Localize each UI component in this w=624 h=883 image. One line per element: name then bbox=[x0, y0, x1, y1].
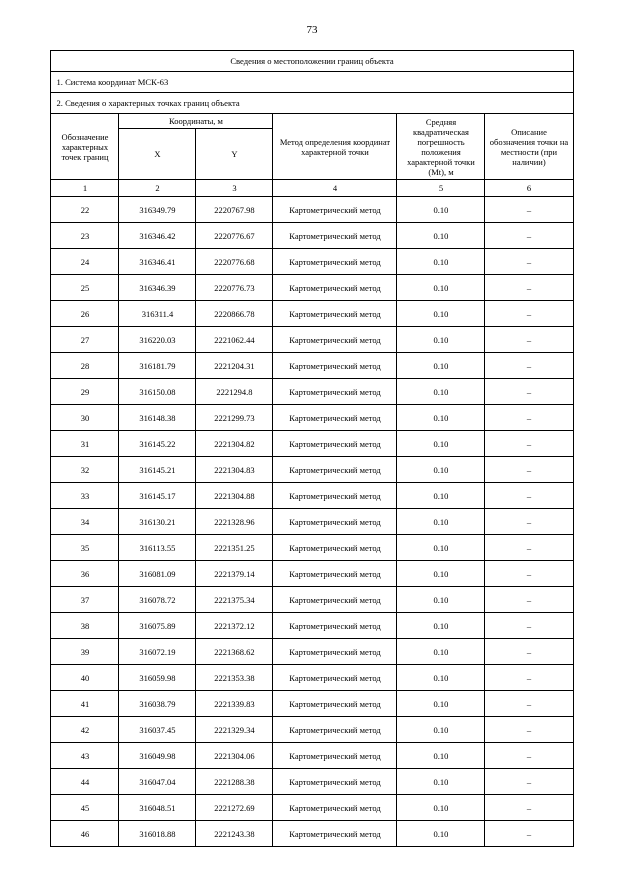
cell-y: 2220866.78 bbox=[196, 301, 273, 327]
cell-x: 316049.98 bbox=[119, 743, 196, 769]
cell-x: 316148.38 bbox=[119, 405, 196, 431]
cell-method: Картометрический метод bbox=[273, 639, 397, 665]
cell-method: Картометрический метод bbox=[273, 769, 397, 795]
cell-y: 2221339.83 bbox=[196, 691, 273, 717]
cell-error: 0.10 bbox=[397, 795, 485, 821]
cell-point: 39 bbox=[51, 639, 119, 665]
cell-error: 0.10 bbox=[397, 665, 485, 691]
cell-point: 38 bbox=[51, 613, 119, 639]
cell-error: 0.10 bbox=[397, 353, 485, 379]
cell-x: 316346.41 bbox=[119, 249, 196, 275]
cell-y: 2221379.14 bbox=[196, 561, 273, 587]
cell-method: Картометрический метод bbox=[273, 483, 397, 509]
cell-y: 2221304.82 bbox=[196, 431, 273, 457]
cell-x: 316059.98 bbox=[119, 665, 196, 691]
cell-point: 36 bbox=[51, 561, 119, 587]
cell-y: 2221272.69 bbox=[196, 795, 273, 821]
table-title: Сведения о местоположении границ объекта bbox=[51, 51, 573, 72]
cell-description: – bbox=[485, 795, 573, 821]
cell-error: 0.10 bbox=[397, 821, 485, 847]
cell-error: 0.10 bbox=[397, 535, 485, 561]
table-row bbox=[51, 353, 573, 379]
cell-point: 40 bbox=[51, 665, 119, 691]
cell-y: 2221353.38 bbox=[196, 665, 273, 691]
header-point: Обозначение характерных точек границ bbox=[51, 114, 119, 180]
table-row bbox=[51, 769, 573, 795]
cell-x: 316130.21 bbox=[119, 509, 196, 535]
cell-x: 316346.42 bbox=[119, 223, 196, 249]
colnum-2: 2 bbox=[119, 180, 196, 197]
cell-description: – bbox=[485, 301, 573, 327]
cell-y: 2221304.88 bbox=[196, 483, 273, 509]
cell-method: Картометрический метод bbox=[273, 743, 397, 769]
cell-method: Картометрический метод bbox=[273, 431, 397, 457]
table-row bbox=[51, 431, 573, 457]
section-row-coordinate-system bbox=[51, 72, 573, 93]
cell-method: Картометрический метод bbox=[273, 405, 397, 431]
cell-x: 316220.03 bbox=[119, 327, 196, 353]
cell-y: 2221368.62 bbox=[196, 639, 273, 665]
cell-method: Картометрический метод bbox=[273, 795, 397, 821]
cell-description: – bbox=[485, 405, 573, 431]
cell-error: 0.10 bbox=[397, 431, 485, 457]
colnum-4: 4 bbox=[273, 180, 397, 197]
cell-description: – bbox=[485, 275, 573, 301]
table-row bbox=[51, 301, 573, 327]
cell-point: 32 bbox=[51, 457, 119, 483]
cell-point: 46 bbox=[51, 821, 119, 847]
cell-point: 31 bbox=[51, 431, 119, 457]
cell-x: 316150.08 bbox=[119, 379, 196, 405]
table-row bbox=[51, 379, 573, 405]
table-row bbox=[51, 223, 573, 249]
cell-method: Картометрический метод bbox=[273, 275, 397, 301]
cell-y: 2221328.96 bbox=[196, 509, 273, 535]
cell-method: Картометрический метод bbox=[273, 821, 397, 847]
table-title-row bbox=[51, 51, 573, 72]
cell-x: 316346.39 bbox=[119, 275, 196, 301]
colnum-6: 6 bbox=[485, 180, 573, 197]
cell-x: 316075.89 bbox=[119, 613, 196, 639]
table-row bbox=[51, 249, 573, 275]
table-row bbox=[51, 743, 573, 769]
column-number-row bbox=[51, 180, 573, 197]
cell-x: 316078.72 bbox=[119, 587, 196, 613]
cell-y: 2221243.38 bbox=[196, 821, 273, 847]
cell-y: 2221204.31 bbox=[196, 353, 273, 379]
cell-y: 2221294.8 bbox=[196, 379, 273, 405]
table-row bbox=[51, 821, 573, 847]
table-row bbox=[51, 717, 573, 743]
cell-y: 2221351.25 bbox=[196, 535, 273, 561]
cell-error: 0.10 bbox=[397, 613, 485, 639]
cell-description: – bbox=[485, 639, 573, 665]
cell-point: 42 bbox=[51, 717, 119, 743]
cell-error: 0.10 bbox=[397, 587, 485, 613]
cell-description: – bbox=[485, 509, 573, 535]
table-row bbox=[51, 639, 573, 665]
cell-method: Картометрический метод bbox=[273, 535, 397, 561]
table-row bbox=[51, 665, 573, 691]
section-2-label: 2. Сведения о характерных точках границ объекта bbox=[51, 93, 573, 114]
cell-description: – bbox=[485, 743, 573, 769]
table-row bbox=[51, 405, 573, 431]
cell-point: 29 bbox=[51, 379, 119, 405]
cell-x: 316311.4 bbox=[119, 301, 196, 327]
table-row bbox=[51, 457, 573, 483]
table-row bbox=[51, 535, 573, 561]
header-y: Y bbox=[196, 129, 273, 180]
cell-error: 0.10 bbox=[397, 197, 485, 223]
cell-description: – bbox=[485, 717, 573, 743]
cell-description: – bbox=[485, 691, 573, 717]
cell-method: Картометрический метод bbox=[273, 301, 397, 327]
cell-point: 22 bbox=[51, 197, 119, 223]
table-row bbox=[51, 561, 573, 587]
cell-x: 316048.51 bbox=[119, 795, 196, 821]
colnum-1: 1 bbox=[51, 180, 119, 197]
cell-method: Картометрический метод bbox=[273, 197, 397, 223]
cell-x: 316081.09 bbox=[119, 561, 196, 587]
header-description: Описание обозначения точки на местности (при наличии) bbox=[485, 114, 573, 180]
cell-y: 2221062.44 bbox=[196, 327, 273, 353]
cell-x: 316072.19 bbox=[119, 639, 196, 665]
cell-error: 0.10 bbox=[397, 509, 485, 535]
cell-method: Картометрический метод bbox=[273, 665, 397, 691]
cell-description: – bbox=[485, 535, 573, 561]
cell-description: – bbox=[485, 483, 573, 509]
cell-method: Картометрический метод bbox=[273, 249, 397, 275]
cell-method: Картометрический метод bbox=[273, 613, 397, 639]
cell-error: 0.10 bbox=[397, 769, 485, 795]
cell-error: 0.10 bbox=[397, 717, 485, 743]
cell-method: Картометрический метод bbox=[273, 379, 397, 405]
table-row bbox=[51, 587, 573, 613]
cell-point: 34 bbox=[51, 509, 119, 535]
cell-description: – bbox=[485, 197, 573, 223]
cell-error: 0.10 bbox=[397, 275, 485, 301]
cell-error: 0.10 bbox=[397, 743, 485, 769]
section-row-points-info bbox=[51, 93, 573, 114]
cell-x: 316018.88 bbox=[119, 821, 196, 847]
cell-x: 316145.21 bbox=[119, 457, 196, 483]
cell-description: – bbox=[485, 327, 573, 353]
cell-method: Картометрический метод bbox=[273, 587, 397, 613]
cell-method: Картометрический метод bbox=[273, 327, 397, 353]
cell-x: 316038.79 bbox=[119, 691, 196, 717]
table-row bbox=[51, 613, 573, 639]
cell-y: 2221375.34 bbox=[196, 587, 273, 613]
cell-error: 0.10 bbox=[397, 405, 485, 431]
boundary-points-table bbox=[50, 50, 573, 847]
cell-x: 316145.17 bbox=[119, 483, 196, 509]
cell-error: 0.10 bbox=[397, 223, 485, 249]
cell-description: – bbox=[485, 561, 573, 587]
header-row-top bbox=[51, 114, 573, 129]
section-1-label: 1. Система координат МСК-63 bbox=[51, 72, 573, 93]
cell-point: 30 bbox=[51, 405, 119, 431]
cell-error: 0.10 bbox=[397, 249, 485, 275]
cell-x: 316037.45 bbox=[119, 717, 196, 743]
cell-method: Картометрический метод bbox=[273, 691, 397, 717]
cell-x: 316047.04 bbox=[119, 769, 196, 795]
cell-y: 2220776.67 bbox=[196, 223, 273, 249]
cell-point: 35 bbox=[51, 535, 119, 561]
cell-method: Картометрический метод bbox=[273, 561, 397, 587]
cell-x: 316145.22 bbox=[119, 431, 196, 457]
table-row bbox=[51, 795, 573, 821]
cell-point: 37 bbox=[51, 587, 119, 613]
page-number: 73 bbox=[306, 24, 318, 36]
cell-point: 26 bbox=[51, 301, 119, 327]
cell-error: 0.10 bbox=[397, 639, 485, 665]
cell-y: 2221304.06 bbox=[196, 743, 273, 769]
cell-x: 316349.79 bbox=[119, 197, 196, 223]
cell-method: Картометрический метод bbox=[273, 509, 397, 535]
cell-error: 0.10 bbox=[397, 457, 485, 483]
cell-y: 2221329.34 bbox=[196, 717, 273, 743]
cell-error: 0.10 bbox=[397, 483, 485, 509]
cell-point: 45 bbox=[51, 795, 119, 821]
cell-y: 2220767.98 bbox=[196, 197, 273, 223]
table-row bbox=[51, 509, 573, 535]
cell-description: – bbox=[485, 223, 573, 249]
colnum-3: 3 bbox=[196, 180, 273, 197]
cell-y: 2221304.83 bbox=[196, 457, 273, 483]
cell-x: 316113.55 bbox=[119, 535, 196, 561]
table-row bbox=[51, 327, 573, 353]
cell-description: – bbox=[485, 249, 573, 275]
header-x: X bbox=[119, 129, 196, 180]
cell-error: 0.10 bbox=[397, 379, 485, 405]
cell-y: 2220776.73 bbox=[196, 275, 273, 301]
cell-description: – bbox=[485, 379, 573, 405]
cell-point: 25 bbox=[51, 275, 119, 301]
cell-point: 44 bbox=[51, 769, 119, 795]
cell-point: 23 bbox=[51, 223, 119, 249]
cell-method: Картометрический метод bbox=[273, 457, 397, 483]
cell-error: 0.10 bbox=[397, 691, 485, 717]
cell-method: Картометрический метод bbox=[273, 223, 397, 249]
cell-y: 2221372.12 bbox=[196, 613, 273, 639]
cell-x: 316181.79 bbox=[119, 353, 196, 379]
table-body bbox=[51, 51, 573, 847]
cell-error: 0.10 bbox=[397, 561, 485, 587]
cell-method: Картометрический метод bbox=[273, 353, 397, 379]
cell-description: – bbox=[485, 457, 573, 483]
cell-error: 0.10 bbox=[397, 327, 485, 353]
cell-point: 24 bbox=[51, 249, 119, 275]
colnum-5: 5 bbox=[397, 180, 485, 197]
cell-point: 33 bbox=[51, 483, 119, 509]
cell-description: – bbox=[485, 665, 573, 691]
cell-error: 0.10 bbox=[397, 301, 485, 327]
table-row bbox=[51, 483, 573, 509]
cell-y: 2221299.73 bbox=[196, 405, 273, 431]
cell-point: 43 bbox=[51, 743, 119, 769]
cell-point: 41 bbox=[51, 691, 119, 717]
header-error: Средняя квадратическая погрешность положения характерной точки (Mt), м bbox=[397, 114, 485, 180]
table-row bbox=[51, 691, 573, 717]
cell-method: Картометрический метод bbox=[273, 717, 397, 743]
cell-point: 27 bbox=[51, 327, 119, 353]
table-row bbox=[51, 197, 573, 223]
cell-y: 2220776.68 bbox=[196, 249, 273, 275]
cell-description: – bbox=[485, 821, 573, 847]
cell-point: 28 bbox=[51, 353, 119, 379]
cell-description: – bbox=[485, 769, 573, 795]
table-row bbox=[51, 275, 573, 301]
cell-description: – bbox=[485, 353, 573, 379]
cell-description: – bbox=[485, 587, 573, 613]
header-method: Метод определения координат характерной точки bbox=[273, 114, 397, 180]
cell-description: – bbox=[485, 613, 573, 639]
header-coords-group: Координаты, м bbox=[119, 114, 273, 129]
cell-description: – bbox=[485, 431, 573, 457]
cell-y: 2221288.38 bbox=[196, 769, 273, 795]
